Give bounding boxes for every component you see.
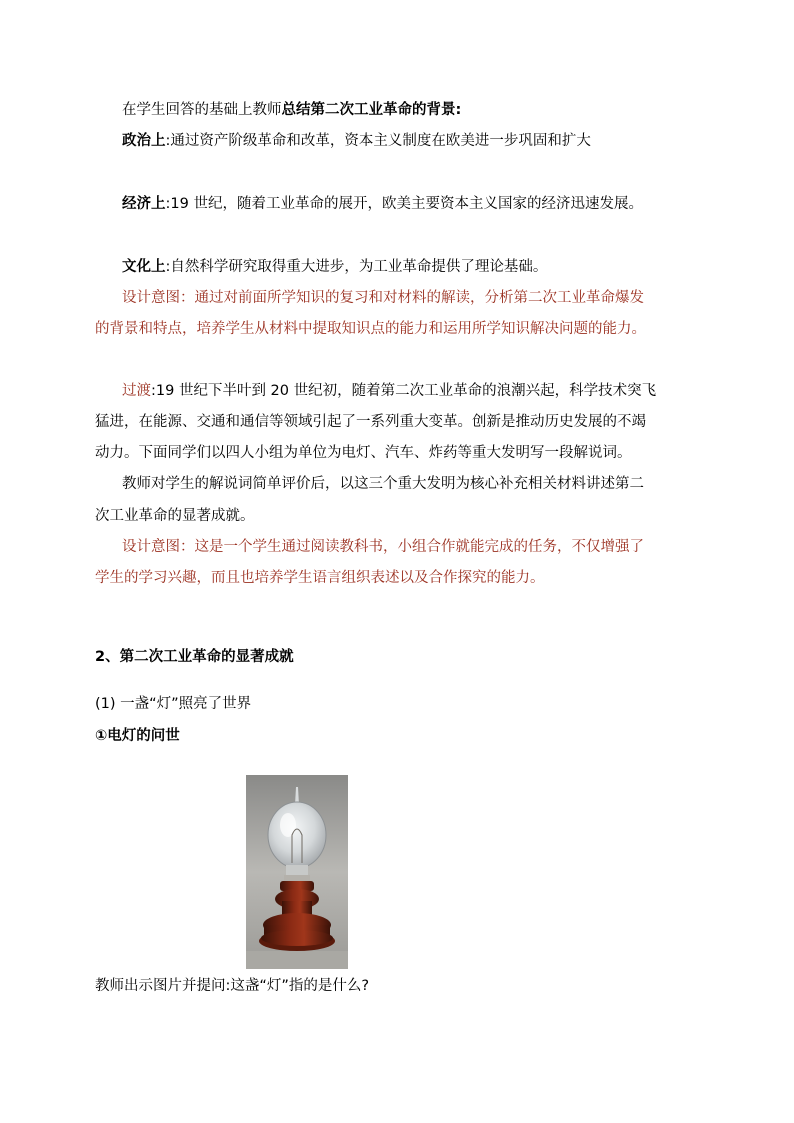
cultural-text: :自然科学研究取得重大进步，为工业革命提供了理论基础。: [165, 259, 548, 275]
photo-caption: 教师出示图片并提问:这盏“灯”指的是什么?: [95, 978, 370, 994]
teacher-line-2: 次工业革命的显著成就。: [95, 508, 255, 524]
economic-text: :19 世纪，随着工业革命的展开，欧美主要资本主义国家的经济迅速发展。: [165, 196, 643, 212]
section-heading: 2、第二次工业革命的显著成就: [95, 649, 294, 665]
background-lead: [122, 100, 461, 120]
political-line: [122, 131, 591, 151]
economic-label: 经济上: [122, 196, 166, 212]
teacher-line-1: 教师对学生的解说词简单评价后，以这三个重大发明为核心补充相关材料讲述第二: [122, 476, 644, 492]
transition-line-1: [122, 381, 656, 401]
political-label: 政治上: [122, 133, 166, 149]
lead-text: 在学生回答的基础上教师: [122, 102, 282, 118]
design-intent-2-line-2: 学生的学习兴趣，而且也培养学生语言组织表述以及合作探究的能力。: [95, 570, 545, 586]
subsection-heading: (1) 一盏“灯”照亮了世界: [95, 696, 252, 712]
political-text: :通过资产阶级革命和改革，资本主义制度在欧美进一步巩固和扩大: [165, 133, 591, 149]
sub-subsection-heading: ①电灯的问世: [95, 728, 180, 744]
transition-line-3: 动力。下面同学们以四人小组为单位为电灯、汽车、炸药等重大发明写一段解说词。: [95, 445, 632, 461]
design-intent-2-line-1: 设计意图：这是一个学生通过阅读教科书，小组合作就能完成的任务，不仅增强了: [122, 539, 644, 555]
design-intent-1-line-1: 设计意图：通过对前面所学知识的复习和对材料的解读，分析第二次工业革命爆发: [122, 290, 644, 306]
economic-line: [122, 194, 643, 214]
transition-text-1: :19 世纪下半叶到 20 世纪初，随着第二次工业革命的浪潮兴起，科学技术突飞: [151, 383, 657, 399]
lead-bold-text: 总结第二次工业革命的背景:: [281, 102, 462, 118]
cultural-label: 文化上: [122, 259, 166, 275]
transition-label: 过渡: [122, 383, 151, 399]
cultural-line: [122, 257, 547, 277]
design-intent-1-line-2: 的背景和特点，培养学生从材料中提取知识点的能力和运用所学知识解决问题的能力。: [95, 321, 646, 337]
edison-lamp-photo: [246, 775, 348, 969]
lamp-illustration: [246, 775, 348, 969]
transition-line-2: 猛进，在能源、交通和通信等领域引起了一系列重大变革。创新是推动历史发展的不竭: [95, 414, 646, 430]
